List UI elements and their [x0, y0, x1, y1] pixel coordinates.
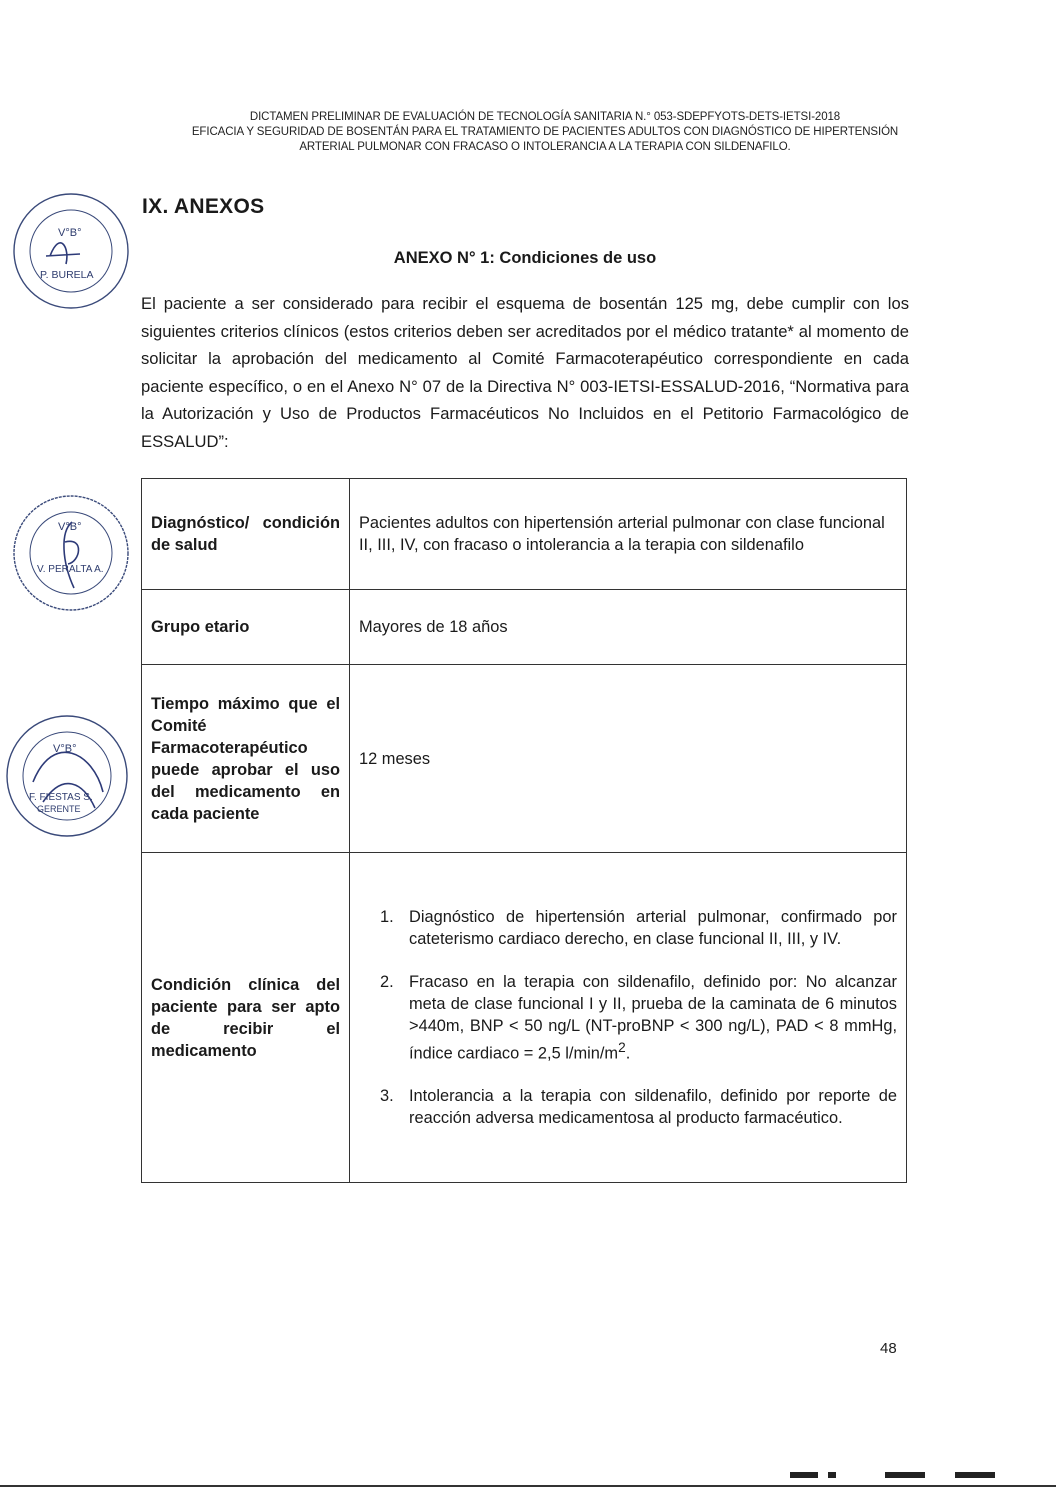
- stamp-peralta: [10, 492, 132, 614]
- item-text: Intolerancia a la terapia con sildenafilo, definido por reporte de reacción adversa medicamentosa al producto farmacéutico.: [409, 1087, 897, 1128]
- criteria-list: [359, 906, 897, 1129]
- item-superscript: 2: [618, 1039, 626, 1055]
- item-number: 3.: [380, 1087, 394, 1106]
- row-value: 12 meses: [350, 665, 907, 853]
- bottom-rule: [0, 1485, 1056, 1487]
- row-value: Pacientes adultos con hipertensión arterial pulmonar con clase funcional II, III, IV, con fracaso o intolerancia a la terapia con sildenafilo: [350, 479, 907, 590]
- header-line-3: ARTERIAL PULMONAR CON FRACASO O INTOLERANCIA A LA TERAPIA CON SILDENAFILO.: [299, 141, 791, 153]
- list-item: [359, 971, 897, 1064]
- stamp-name: V. PERALTA A.: [37, 564, 104, 575]
- stamp-vobo: V°B°: [58, 521, 82, 533]
- conditions-table: [141, 478, 907, 1183]
- header-line-1: DICTAMEN PRELIMINAR DE EVALUACIÓN DE TECNOLOGÍA SANITARIA N.° 053-SDEPFYOTS-DETS-IETSI-2018: [249, 111, 841, 123]
- list-item: [359, 1085, 897, 1129]
- page-number: 48: [880, 1340, 897, 1357]
- scan-mark: [790, 1472, 818, 1478]
- row-label: Diagnóstico/ condición de salud: [142, 479, 350, 590]
- scan-mark: [828, 1472, 836, 1478]
- scan-mark: [955, 1472, 995, 1478]
- stamp-name: F. FIESTAS S.: [29, 792, 93, 803]
- table-row: [142, 590, 907, 665]
- table-row: [142, 665, 907, 853]
- row-label: Condición clínica del paciente para ser apto de recibir el medicamento: [142, 853, 350, 1183]
- table-row: [142, 479, 907, 590]
- item-text: Fracaso en la terapia con sildenafilo, definido por: No alcanzar meta de clase funcional I y II, prueba de la caminata de 6 minutos >440m, BNP < 50 ng/L (NT-proBNP < 300 ng/L), PAD < 8 mmHg, índice cardiaco = 2,5 l/min/m: [409, 972, 897, 1063]
- intro-paragraph: El paciente a ser considerado para recibir el esquema de bosentán 125 mg, debe cumplir con los siguientes criterios clínicos (estos criterios deben ser acreditados por el médico tratante* al momento de solicitar la aprobación del medicamento al Comité Farmacoterapéutico correspondiente en cada paciente específico, o en el Anexo N° 07 de la Directiva N° 003-IETSI-ESSALUD-2016, “Normativa para la Autorización y Uso de Productos Farmacéuticos No Incluidos en el Petitorio Farmacológico de ESSALUD”:: [141, 294, 909, 451]
- scan-mark: [885, 1472, 925, 1478]
- stamp-vobo: V°B°: [53, 743, 77, 755]
- row-value: Mayores de 18 años: [350, 590, 907, 665]
- annex-title: ANEXO N° 1: Condiciones de uso: [393, 249, 657, 267]
- header-line-2: EFICACIA Y SEGURIDAD DE BOSENTÁN PARA EL TRATAMIENTO DE PACIENTES ADULTOS CON DIAGNÓSTICO DE HIPERTENSIÓN: [191, 126, 899, 138]
- stamp-name: P. BURELA: [40, 269, 94, 281]
- section-title: IX. ANEXOS: [142, 195, 265, 218]
- item-number: 1.: [380, 907, 394, 926]
- stamp-vobo: V°B°: [58, 227, 82, 239]
- stamp-role: GERENTE: [37, 804, 81, 814]
- item-number: 2.: [380, 972, 394, 991]
- table-row: [142, 853, 907, 1183]
- item-text: Diagnóstico de hipertensión arterial pulmonar, confirmado por cateterismo cardiaco derecho, en clase funcional II, III, y IV.: [409, 907, 897, 948]
- row-value: [350, 853, 907, 1183]
- row-label: Grupo etario: [142, 590, 350, 665]
- list-item: [359, 906, 897, 950]
- item-text-end: .: [625, 1044, 631, 1063]
- stamp-burela: [10, 190, 132, 312]
- row-label: Tiempo máximo que el Comité Farmacoterapéutico puede aprobar el uso del medicamento en cada paciente: [142, 665, 350, 853]
- document-header: [140, 110, 950, 155]
- stamp-fiestas: [3, 712, 131, 840]
